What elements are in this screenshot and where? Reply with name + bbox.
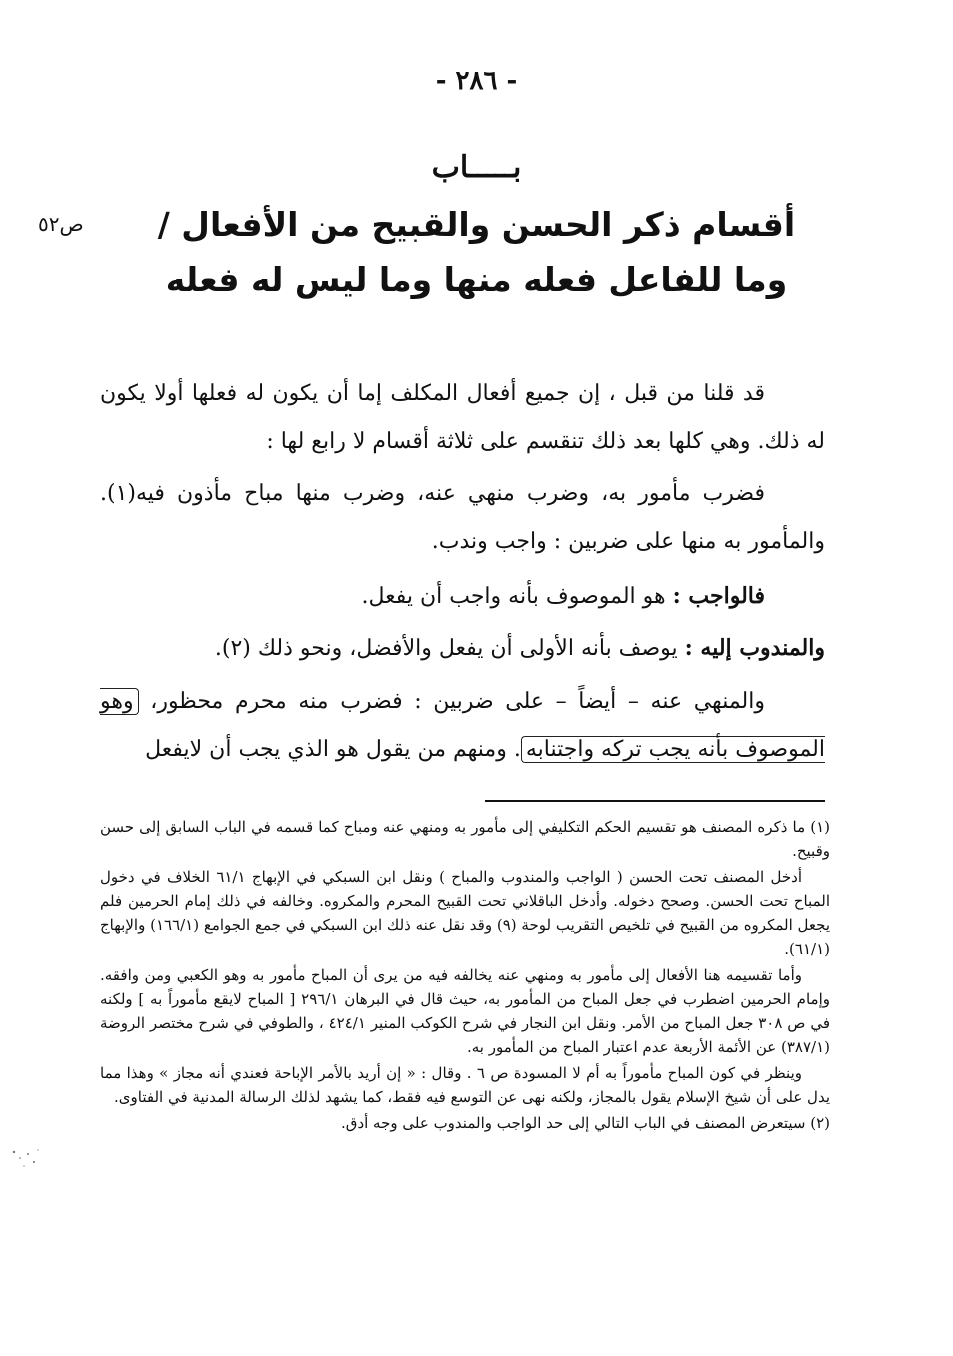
body-paragraph-2: فضرب مأمور به، وضرب منهي عنه، وضرب منها مباح مأذون فيه(١). والمأمور به منها على ضربين : واجب وندب. [100, 481, 825, 554]
definition-text-wajib: هو الموصوف بأنه واجب أن يفعل. [361, 584, 673, 609]
highlighted-phrase: وهو الموصوف بأنه يجب تركه واجتنابه [100, 689, 825, 762]
definition-term-mandub: والمندوب إليه : [684, 635, 825, 661]
body-paragraph-4 [100, 624, 825, 673]
footnote-1-paragraph-a: أدخل المصنف تحت الحسن ( الواجب والمندوب والمباح ) ونقل ابن السبكي في الإبهاج ٦١/١ الخلاف في دخول المباح تحت الحسن. وصحح دخوله. وأدخل الباقلاني تحت القبيح المحرم والمكروه. وخالفه في ذلك إمام الحرمين فلم يجعل المكروه من القبيح في تلخيص التقريب لوحة (٩) وقد نقل عنه ذلك ابن السبكي في جمع الجوامع (١٦٦/١) والإبهاج (٦١/١). [100, 868, 831, 958]
footnotes [100, 815, 830, 1137]
footnote-1-paragraph-b: وأما تقسيمه هنا الأفعال إلى مأمور به ومنهي عنه يخالفه فيه من يرى أن المباح مأمور به وهو الكعبي ومن وافقه. وإمام الحرمين اضطرب في جعل المباح من المأمور به، حيث قال في البرهان ٢٩٦/١ [ المباح لايقع مأموراً به ] ولكنه في ص ٣٠٨ جعل المباح من الأمر. ونقل ابن النجار في شرح الكوكب المنير ٤٢٤/١ ، والطوفي في شرح مختصر الروضة (٣٨٧/١) عن الأئمة الأربعة عدم اعتبار المباح من المأمور به. [100, 966, 830, 1056]
margin-page-reference: ص٥٢ [38, 212, 84, 236]
body-paragraph-1: قد قلنا من قبل ، إن جميع أفعال المكلف إما أن يكون له فعلها أولا يكون له ذلك. وهي كلها بعد ذلك تنقسم على ثلاثة أقسام لا رابع لها : [100, 381, 825, 454]
paragraph-5-end: . ومنهم من يقول هو الذي يجب أن لايفعل [145, 737, 521, 762]
paragraph-5-start: والمنهي عنه – أيضاً – على ضربين : فضرب منه محرم محظور، [138, 689, 765, 714]
chapter-label: بـــــاب [431, 150, 522, 185]
chapter-title-line-1: أقسام ذكر الحسن والقبيح من الأفعال / [157, 205, 796, 244]
definition-text-mandub: يوصف بأنه الأولى أن يفعل والأفضل، ونحو ذلك (٢). [214, 636, 685, 661]
body-paragraph-3 [100, 572, 825, 621]
body-paragraph-5 [100, 678, 825, 774]
page-number: - ٢٨٦ - [435, 66, 518, 96]
scan-speck-mark [6, 1140, 46, 1180]
footnote-1-paragraph-c: وينظر في كون المباح مأموراً به أم لا المسودة ص ٦ . وقال : « إن أريد بالأمر الإباحة فعندي أنه مجاز » وهذا مما يدل على أن شيخ الإسلام يقول بالمجاز، ولكنه نهى عن التوسع فيه فقط، كما يشهد لذلك الرسالة المدنية في الفتاوى. [100, 1064, 830, 1106]
chapter-title-line-2: وما للفاعل فعله منها وما ليس له فعله [165, 260, 788, 299]
footnote-2: (٢) سيتعرض المصنف في الباب التالي إلى حد الواجب والمندوب على وجه أدق. [341, 1114, 830, 1132]
footnote-1: (١) ما ذكره المصنف هو تقسيم الحكم التكليفي إلى مأمور به ومنهي عنه ومباح كما قسمه في الباب السابق إلى حسن وقبيح. [100, 818, 830, 860]
definition-term-wajib: فالواجب : [672, 583, 765, 609]
footnote-separator [485, 800, 825, 802]
